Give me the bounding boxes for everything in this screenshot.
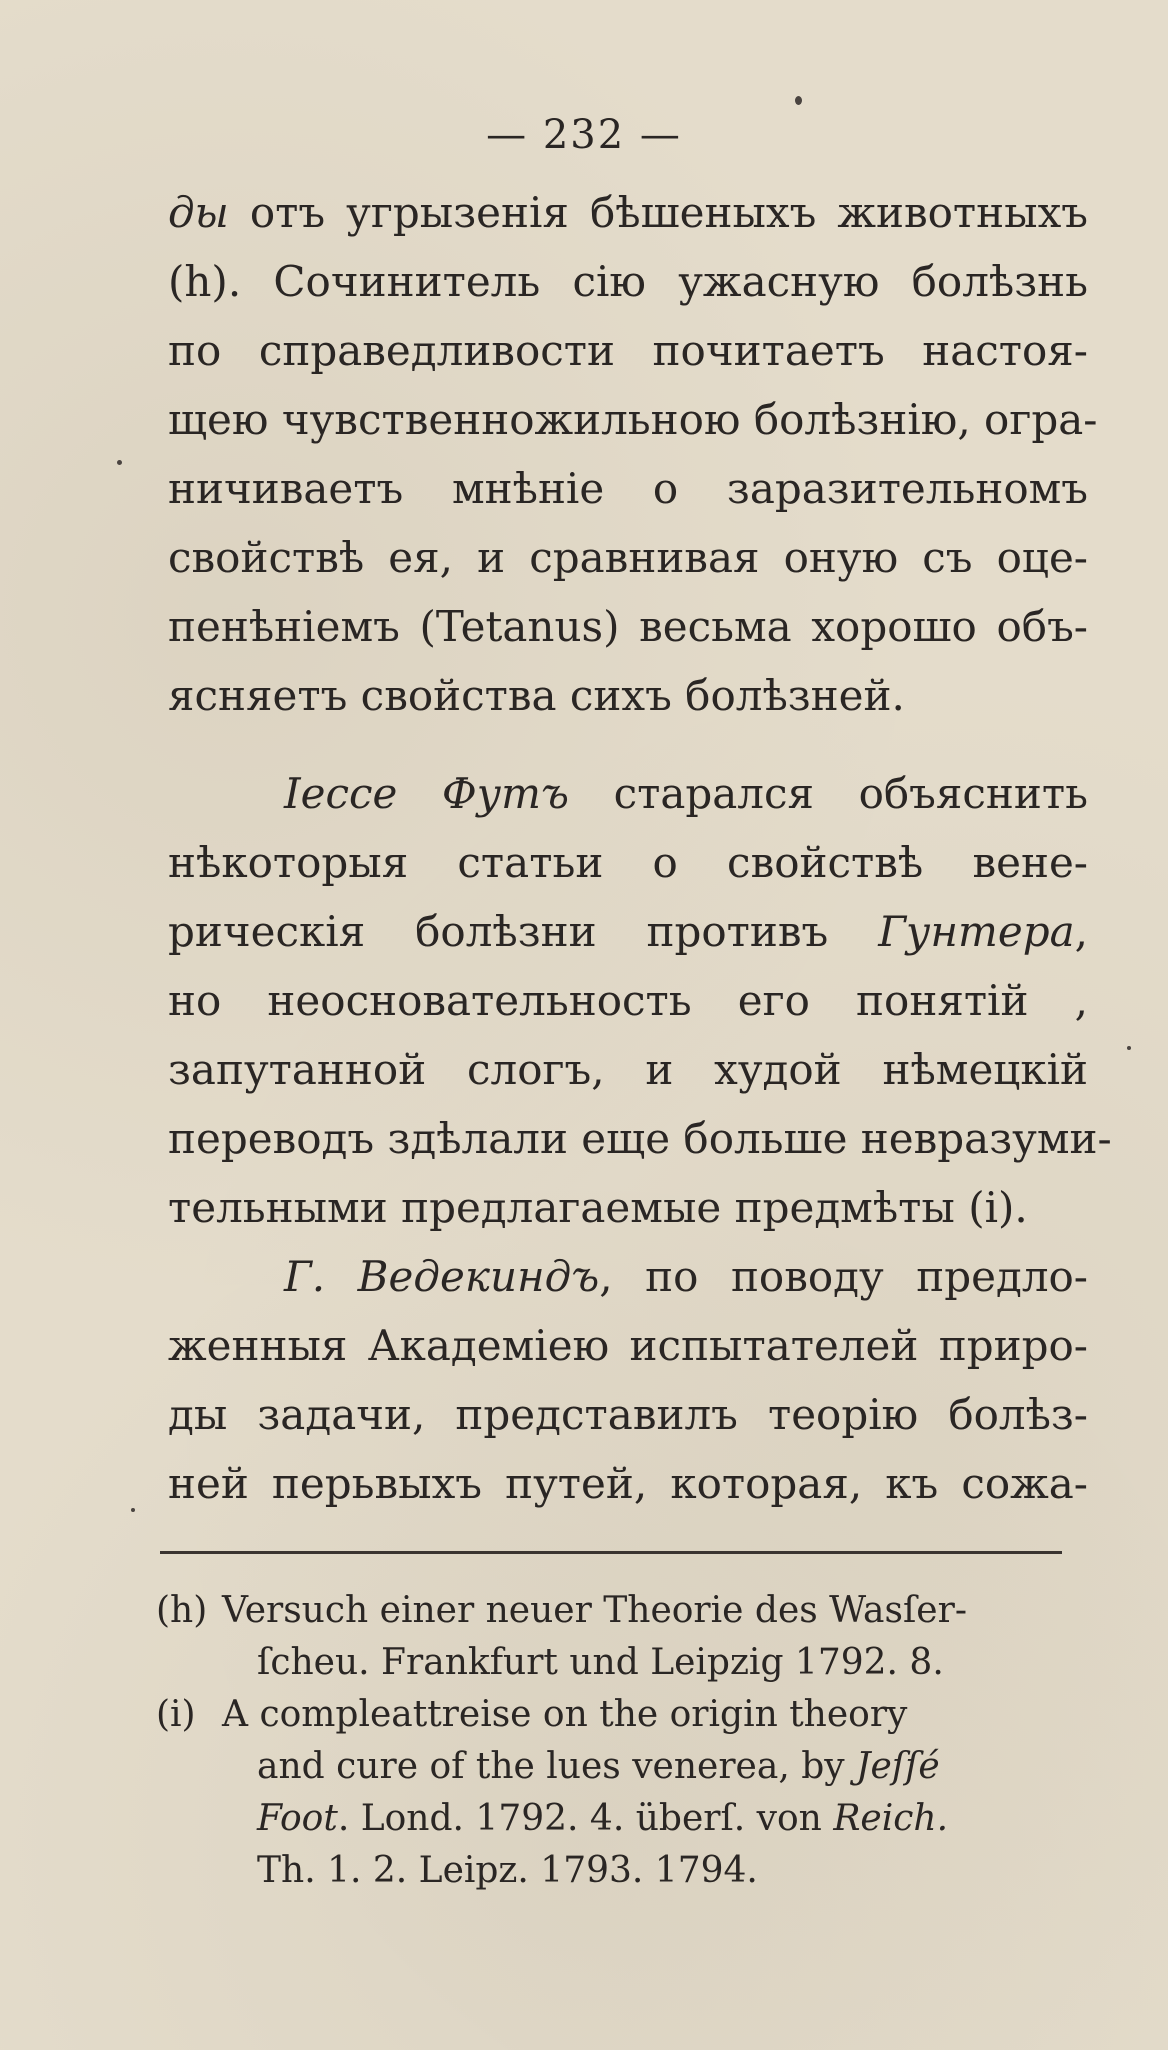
text-run: тельными предлагаемые предмѣты (i). [168, 1183, 1028, 1232]
italic-text: Foot [257, 1798, 338, 1839]
italic-text: Г. Ведекиндъ [284, 1252, 600, 1301]
italic-text: ды [168, 188, 229, 237]
text-run: ней перьвыхъ путей, которая, къ сожа- [168, 1459, 1088, 1508]
text-line [168, 1104, 1112, 1173]
text-run: (h). Сочинитель сію ужасную болѣзнь [168, 257, 1088, 306]
footnotes [156, 1585, 1076, 1897]
footnote-line [156, 1689, 1076, 1741]
paragraph [168, 1242, 1088, 1518]
text-line [168, 1449, 1088, 1518]
text-run: щею чувственножильною болѣзнію, огра- [168, 395, 1098, 444]
text-run: женныя Академіею испытателей приро- [168, 1321, 1088, 1370]
text-run: нѣкоторыя статьи о свойствѣ вене- [168, 838, 1088, 887]
text-run: старался объяснить [568, 769, 1088, 818]
footnote-divider [160, 1551, 1062, 1554]
text-line [168, 247, 1088, 316]
text-run: Th. 1. 2. Leipz. 1793. 1794. [257, 1850, 758, 1891]
text-run: пенѣніемъ (Tetanus) весьма хорошо объ- [168, 602, 1088, 651]
text-line [168, 592, 1088, 661]
text-run: , [1074, 907, 1088, 956]
ink-speck [117, 460, 122, 465]
ink-speck [1127, 1046, 1131, 1050]
text-line [168, 1311, 1088, 1380]
text-run: но неосновательность его понятій , [168, 976, 1088, 1025]
text-run: ясняетъ свойства сихъ болѣзней. [168, 671, 905, 720]
text-run: Versuch einer neuer Theorie des Wasſer- [222, 1590, 967, 1631]
text-run: and cure of the lues venerea, by [257, 1746, 857, 1787]
text-run: запутанной слогъ, и худой нѣмецкій [168, 1045, 1088, 1094]
text-run: ды задачи, представилъ теорію болѣз- [168, 1390, 1088, 1439]
paragraph [168, 178, 1098, 730]
text-line [168, 178, 1088, 247]
italic-text: Reich. [833, 1798, 949, 1839]
footnote-line [156, 1741, 1076, 1793]
text-run: A compleattreise on the origin theory [222, 1694, 908, 1735]
footnote-line [156, 1845, 1076, 1897]
text-run: свойствѣ ея, и сравнивая оную съ оце- [168, 533, 1088, 582]
footnote-mark: (h) [156, 1590, 208, 1631]
italic-text: Jeſſé [856, 1746, 940, 1787]
text-line [168, 1173, 1088, 1242]
footnote-line [156, 1637, 1076, 1689]
text-line [168, 966, 1088, 1035]
text-run: . Lond. 1792. 4. überſ. von [337, 1798, 834, 1839]
text-run: рическія болѣзни противъ [168, 907, 879, 956]
text-line [168, 454, 1088, 523]
ink-speck [131, 1508, 135, 1512]
text-run: по справедливости почитаетъ настоя- [168, 326, 1088, 375]
text-line [168, 1035, 1088, 1104]
text-line [168, 316, 1088, 385]
text-line [168, 523, 1088, 592]
text-run: , по поводу предло- [599, 1252, 1088, 1301]
paragraph [168, 759, 1112, 1242]
text-line [168, 385, 1098, 454]
page-number: — 232 — [486, 112, 682, 158]
text-line [168, 759, 1088, 828]
text-run: отъ угрызенія бѣшеныхъ животныхъ [228, 188, 1088, 237]
text-run: переводъ здѣлали еще больше невразуми- [168, 1114, 1112, 1163]
ink-speck [795, 96, 802, 105]
footnote-line [156, 1793, 1076, 1845]
text-line [168, 1380, 1088, 1449]
text-line [168, 661, 1088, 730]
text-run: ничиваетъ мнѣніе о заразительномъ [168, 464, 1088, 513]
footnote-line [156, 1585, 1076, 1637]
text-line [168, 828, 1088, 897]
text-line [168, 1242, 1088, 1311]
text-run: ſcheu. Frankfurt und Leipzig 1792. 8. [257, 1642, 944, 1683]
italic-text: Гунтера [878, 907, 1075, 956]
italic-text: Іессе Футъ [284, 769, 569, 818]
footnote-mark: (i) [156, 1694, 196, 1735]
text-line [168, 897, 1088, 966]
